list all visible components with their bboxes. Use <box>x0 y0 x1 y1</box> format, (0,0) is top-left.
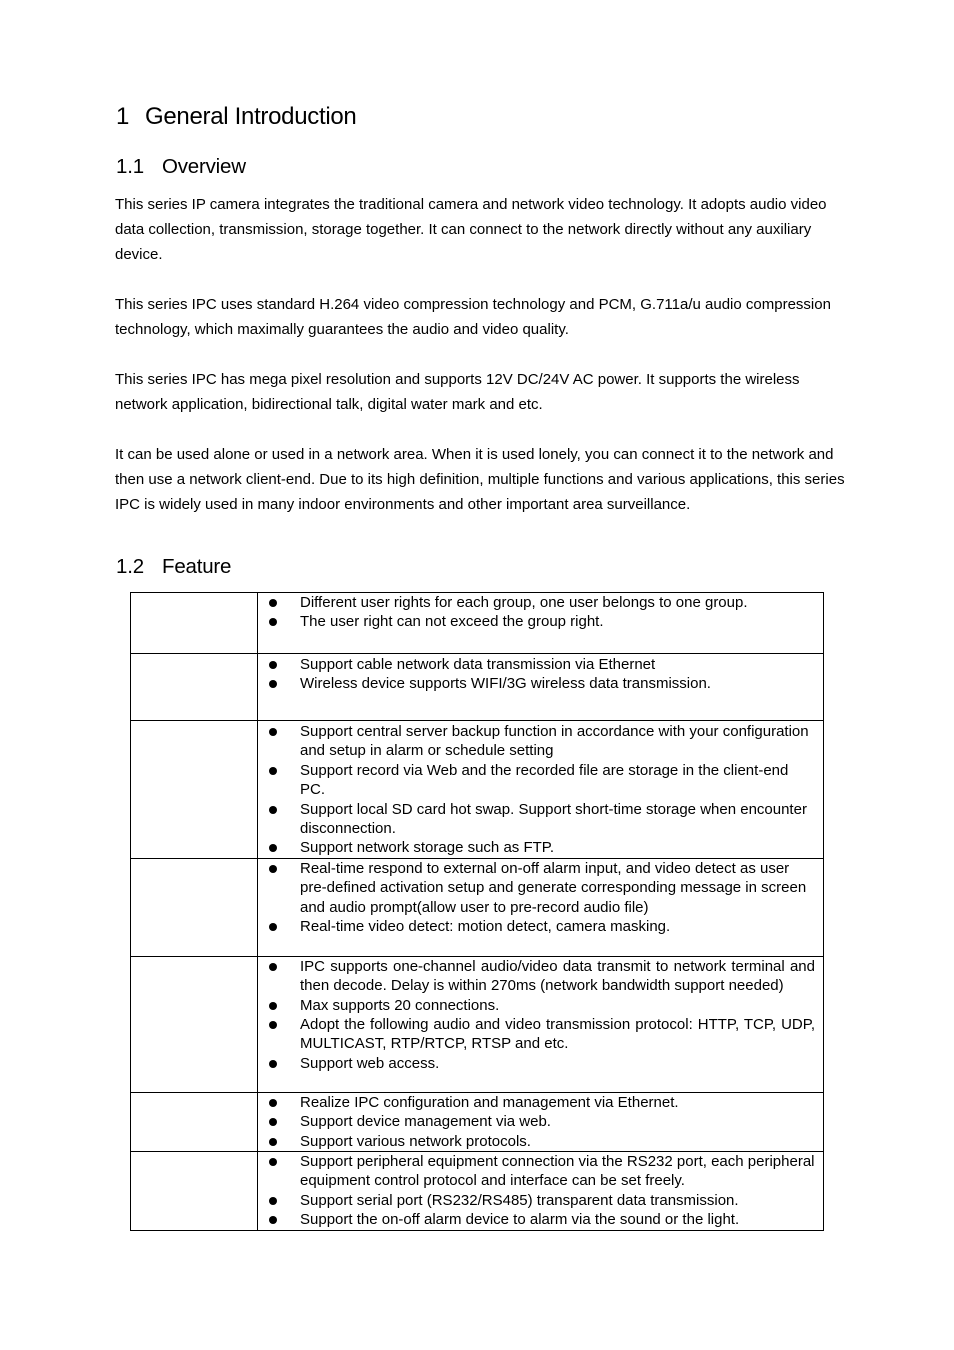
feature-row <box>131 1152 824 1231</box>
feature-row <box>131 858 824 956</box>
feature-item: Support web access. <box>300 1054 815 1073</box>
feature-item: IPC supports one-channel audio/video data transmit to network terminal and then decode. Delay is within 270ms (network bandwidth support needed) <box>300 957 815 996</box>
bullet-icon <box>269 1118 277 1126</box>
feature-category-cell <box>131 721 258 859</box>
chapter-title: General Introduction <box>145 103 357 130</box>
bullet-icon <box>269 923 277 931</box>
feature-list <box>258 1152 823 1230</box>
bullet-icon <box>269 1060 277 1068</box>
feature-category-cell <box>131 858 258 956</box>
feature-item: Support peripheral equipment connection via the RS232 port, each peripheral equipment control protocol and interface can be set freely. <box>300 1152 815 1191</box>
feature-item: Support serial port (RS232/RS485) transparent data transmission. <box>300 1191 815 1210</box>
bullet-icon <box>269 728 277 736</box>
bullet-icon <box>269 661 277 669</box>
feature-item: Different user rights for each group, one user belongs to one group. <box>300 593 815 612</box>
feature-row <box>131 593 824 654</box>
bullet-icon <box>269 680 277 688</box>
overview-paragraph-2: This series IPC uses standard H.264 video compression technology and PCM, G.711a/u audio compression technology, which maximally guarantees the audio and video quality. <box>115 296 831 338</box>
feature-item: Support local SD card hot swap. Support short-time storage when encounter disconnection. <box>300 800 815 839</box>
bullet-icon <box>269 1021 277 1029</box>
feature-item: Support device management via web. <box>300 1112 815 1131</box>
bullet-icon <box>269 806 277 814</box>
feature-item: Support central server backup function in accordance with your configuration and setup in alarm or schedule setting <box>300 722 815 761</box>
feature-category-cell <box>131 1152 258 1231</box>
feature-list <box>258 859 823 937</box>
feature-item: Support record via Web and the recorded file are storage in the client-end PC. <box>300 761 815 800</box>
feature-item: Real-time respond to external on-off alarm input, and video detect as user pre-defined activation setup and generate corresponding message in screen and audio prompt(allow user to pre-record audio file) <box>300 859 815 917</box>
feature-item: Max supports 20 connections. <box>300 996 815 1015</box>
feature-heading <box>116 555 231 579</box>
feature-category-cell <box>131 956 258 1092</box>
feature-items-cell <box>258 654 824 721</box>
feature-category-cell <box>131 1092 258 1151</box>
bullet-icon <box>269 844 277 852</box>
overview-paragraph-4: It can be used alone or used in a network area. When it is used lonely, you can connect it to the network and then use a network client-end. Due to its high definition, multiple functions and various applications, this series IPC is widely used in many indoor environments and other important area surveillance. <box>115 446 845 513</box>
feature-item: Realize IPC configuration and management via Ethernet. <box>300 1093 815 1112</box>
feature-items-cell <box>258 858 824 956</box>
feature-item: Real-time video detect: motion detect, camera masking. <box>300 917 815 936</box>
chapter-number: 1 <box>116 103 130 130</box>
feature-row <box>131 721 824 859</box>
feature-list <box>258 957 823 1073</box>
feature-items-cell <box>258 721 824 859</box>
feature-category-cell <box>131 654 258 721</box>
feature-items-cell <box>258 1092 824 1151</box>
feature-title: Feature <box>162 555 232 578</box>
feature-list <box>258 1093 823 1151</box>
overview-paragraph-1: This series IP camera integrates the traditional camera and network video technology. It adopts audio video data collection, transmission, storage together. It can connect to the network directly without any auxiliary device. <box>115 196 827 263</box>
feature-item: Support cable network data transmission via Ethernet <box>300 655 815 674</box>
chapter-heading <box>116 103 356 131</box>
overview-heading <box>116 155 246 179</box>
feature-item: The user right can not exceed the group right. <box>300 612 815 631</box>
bullet-icon <box>269 1158 277 1166</box>
feature-row <box>131 654 824 721</box>
feature-item: Adopt the following audio and video transmission protocol: HTTP, TCP, UDP, MULTICAST, RTP/RTCP, RTSP and etc. <box>300 1015 815 1054</box>
feature-item: Support various network protocols. <box>300 1132 815 1151</box>
feature-list <box>258 721 823 858</box>
overview-title: Overview <box>162 155 246 178</box>
feature-item: Wireless device supports WIFI/3G wireless data transmission. <box>300 674 815 693</box>
bullet-icon <box>269 1099 277 1107</box>
bullet-icon <box>269 1197 277 1205</box>
bullet-icon <box>269 963 277 971</box>
feature-item: Support the on-off alarm device to alarm via the sound or the light. <box>300 1210 815 1229</box>
overview-number: 1.1 <box>116 155 144 178</box>
feature-items-cell <box>258 593 824 654</box>
overview-paragraph-3: This series IPC has mega pixel resolution and supports 12V DC/24V AC power. It supports the wireless network application, bidirectional talk, digital water mark and etc. <box>115 371 800 413</box>
bullet-icon <box>269 1216 277 1224</box>
bullet-icon <box>269 1002 277 1010</box>
bullet-icon <box>269 1138 277 1146</box>
feature-table <box>130 592 824 1231</box>
feature-row <box>131 1092 824 1151</box>
bullet-icon <box>269 618 277 626</box>
feature-category-cell <box>131 593 258 654</box>
feature-item: Support network storage such as FTP. <box>300 838 815 857</box>
feature-row <box>131 956 824 1092</box>
feature-items-cell <box>258 956 824 1092</box>
bullet-icon <box>269 865 277 873</box>
feature-number: 1.2 <box>116 555 144 578</box>
bullet-icon <box>269 767 277 775</box>
feature-list <box>258 593 823 632</box>
feature-items-cell <box>258 1152 824 1231</box>
feature-list <box>258 654 823 694</box>
bullet-icon <box>269 599 277 607</box>
